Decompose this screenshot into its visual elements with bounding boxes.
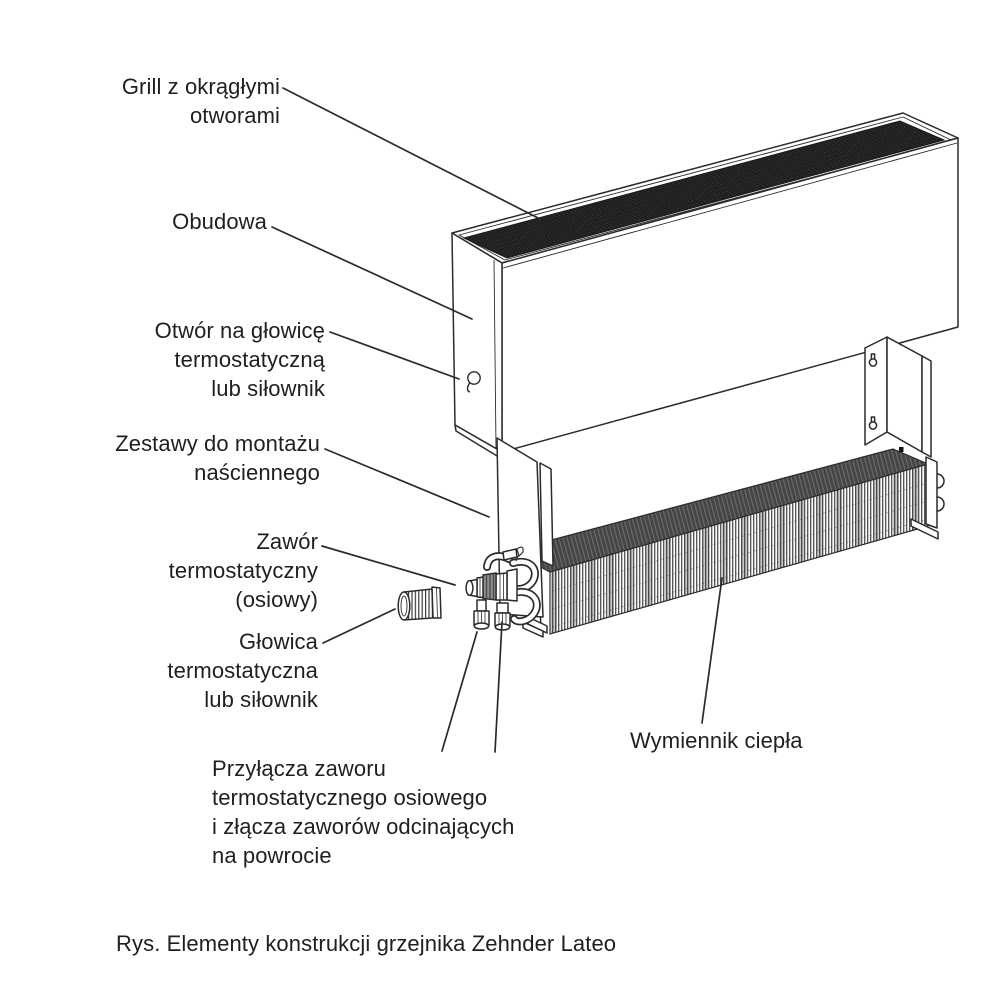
bracket-back-plate	[865, 337, 887, 445]
thermostatic-head	[398, 587, 441, 620]
leader-obudowa	[272, 227, 472, 319]
valve-axial-port	[466, 581, 473, 596]
valve-bottom-connection	[474, 600, 489, 629]
figure-caption: Rys. Elementy konstrukcji grzejnika Zehnder Lateo	[116, 931, 617, 956]
bracket-side-plate	[887, 337, 922, 452]
label-otwor-na-glowice: Otwór na głowicę termostatyczną lub siłownik	[154, 318, 325, 401]
wall-bracket-right	[865, 337, 931, 457]
label-grill: Grill z okrągłymi otworami	[121, 74, 280, 128]
label-zestawy-montazowe: Zestawy do montażu naściennego	[115, 431, 320, 485]
leader-przylacza-1	[442, 632, 477, 751]
leader-grill	[283, 88, 540, 219]
leader-glowica	[323, 609, 395, 643]
label-przylacza-zaworu: Przyłącza zaworu termostatycznego osiowego i złącza zaworów odcinających na powrocie	[212, 756, 515, 868]
axial-valve-body	[466, 569, 517, 601]
exchanger-top-mark	[899, 447, 904, 452]
leader-zestawy	[325, 449, 489, 517]
label-zawor-termostatyczny: Zawór termostatyczny (osiowy)	[168, 529, 318, 612]
leader-zawor	[322, 546, 455, 585]
exchanger-right-end-plate	[926, 457, 937, 528]
leader-otwor	[330, 332, 459, 379]
label-wymiennik-ciepla: Wymiennik ciepła	[630, 728, 803, 753]
bracket-fold-strip	[922, 356, 931, 457]
valve-assembly	[466, 547, 537, 630]
leader-wymiennik	[702, 578, 722, 723]
label-glowica-termostatyczna: Głowica termostatyczna lub siłownik	[167, 629, 318, 712]
leader-przylacza-2	[495, 622, 502, 752]
label-obudowa: Obudowa	[172, 209, 267, 234]
heat-exchanger	[510, 447, 944, 637]
bracket-fold-strip	[540, 463, 553, 566]
